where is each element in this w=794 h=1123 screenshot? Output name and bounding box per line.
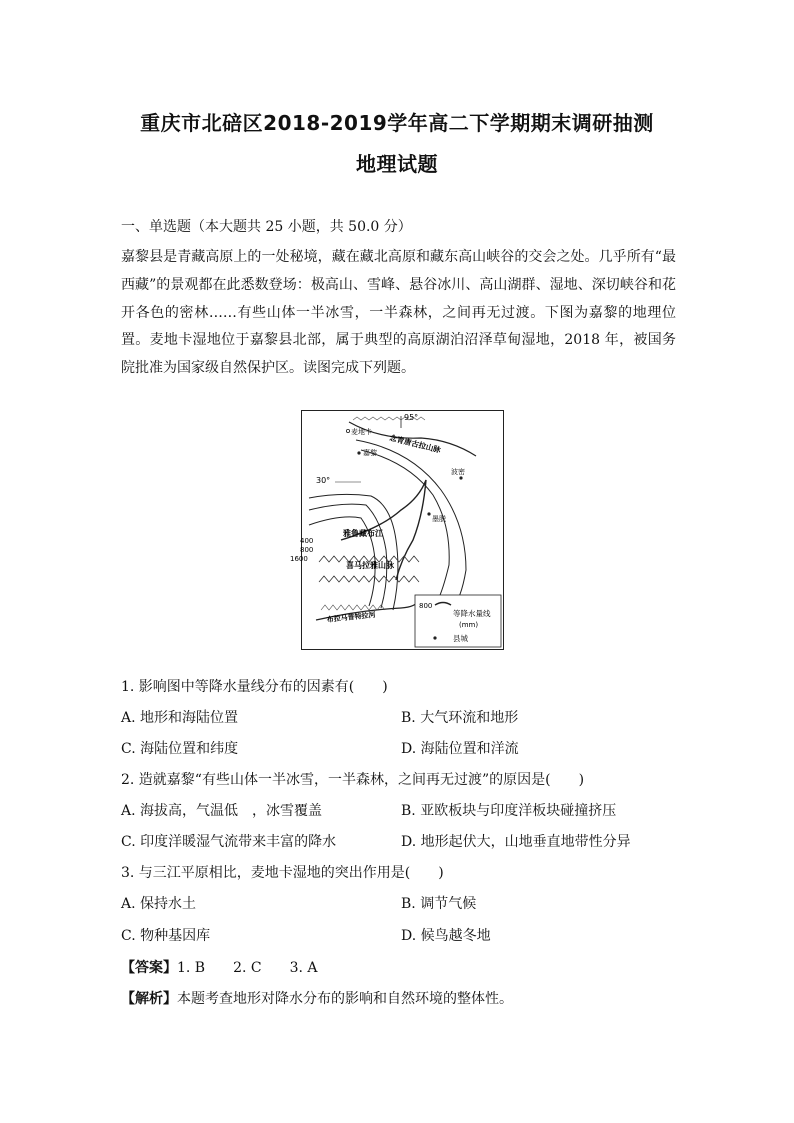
question-3-option-d[interactable]: D. 候鸟越冬地 <box>401 928 491 944</box>
map-isoline-800: 800 <box>300 546 314 554</box>
legend-line-label: 等降水量线 <box>453 609 491 618</box>
question-2-option-d[interactable]: D. 地形起伏大，山地垂直地带性分异 <box>401 834 631 850</box>
map-place-jiali: 嘉黎 <box>363 449 377 457</box>
map-river-brahmaputra: 布拉马普特拉河 <box>326 610 376 624</box>
map-isoline-1600: 1600 <box>290 555 308 563</box>
question-2-stem: 2. 造就嘉黎“有些山体一半冰雪，一半森林，之间再无过渡”的原因是( ) <box>121 772 585 788</box>
passage-text: 嘉黎县是青藏高原上的一处秘境，藏在藏北高原和藏东高山峡谷的交会之处。几乎所有“最西藏”的景观都在此悉数登场：极高山、雪峰、悬谷冰川、高山湖群、湿地、深切峡谷和花开各色的密林……有些山体一半冰雪，一半森林，之间再无过渡。下图为嘉黎的地理位置。麦地卡湿地位于嘉黎县北部，属于典型的高原湖泊沼泽草甸湿地，2018 年，被国务院批准为国家级自然保护区。读图完成下列题。 <box>121 249 676 377</box>
answer-line <box>121 957 318 977</box>
map-lon-label: 95° <box>404 413 419 422</box>
map-place-bomi: 波密 <box>451 468 465 476</box>
map-range-himalaya: 喜马拉雅山脉 <box>346 561 394 570</box>
analysis-label: 【解析】 <box>121 991 177 1007</box>
question-1-option-d[interactable]: D. 海陆位置和洋流 <box>401 741 519 757</box>
analysis-line <box>121 988 513 1008</box>
map-place-maidika: 麦地卡 <box>351 428 372 436</box>
question-2-option-b[interactable]: B. 亚欧板块与印度洋板块碰撞挤压 <box>401 803 617 819</box>
question-3-option-a[interactable]: A. 保持水土 <box>121 896 197 912</box>
question-1-option-b[interactable]: B. 大气环流和地形 <box>401 710 519 726</box>
legend-unit: (mm) <box>459 621 479 629</box>
paper-title-line1: 重庆市北碚区2018-2019学年高二下学期期末调研抽测 <box>140 111 654 135</box>
analysis-text: 本题考查地形对降水分布的影响和自然环境的整体性。 <box>177 991 513 1007</box>
paper-title-line2: 地理试题 <box>356 152 438 176</box>
question-1-option-a[interactable]: A. 地形和海陆位置 <box>121 710 239 726</box>
question-3-option-c[interactable]: C. 物种基因库 <box>121 928 211 944</box>
map-range-nyainqentanglha: 念青唐古拉山脉 <box>388 433 442 455</box>
legend-line-value: 800 <box>419 602 433 610</box>
section-heading: 一、单选题（本大题共 25 小题，共 50.0 分） <box>121 219 412 235</box>
question-2-option-a[interactable]: A. 海拔高，气温低 ，冰雪覆盖 <box>121 803 323 819</box>
map-isoline-400: 400 <box>300 537 314 545</box>
answer-label: 【答案】 <box>121 960 177 976</box>
question-3-option-b[interactable]: B. 调节气候 <box>401 896 477 912</box>
question-1-option-c[interactable]: C. 海陆位置和纬度 <box>121 741 239 757</box>
map-place-medog: 墨脱 <box>432 515 446 523</box>
legend-dot-label: 县城 <box>453 634 468 643</box>
map-lat-label: 30° <box>316 476 331 485</box>
location-map <box>290 410 504 650</box>
question-2-option-c[interactable]: C. 印度洋暖湿气流带来丰富的降水 <box>121 834 337 850</box>
answer-text: 1. B 2. C 3. A <box>177 960 318 976</box>
question-1-stem: 1. 影响图中等降水量线分布的因素有( ) <box>121 679 388 695</box>
question-3-stem: 3. 与三江平原相比，麦地卡湿地的突出作用是( ) <box>121 865 444 881</box>
map-river-yarlung: 雅鲁藏布江 <box>343 529 383 538</box>
